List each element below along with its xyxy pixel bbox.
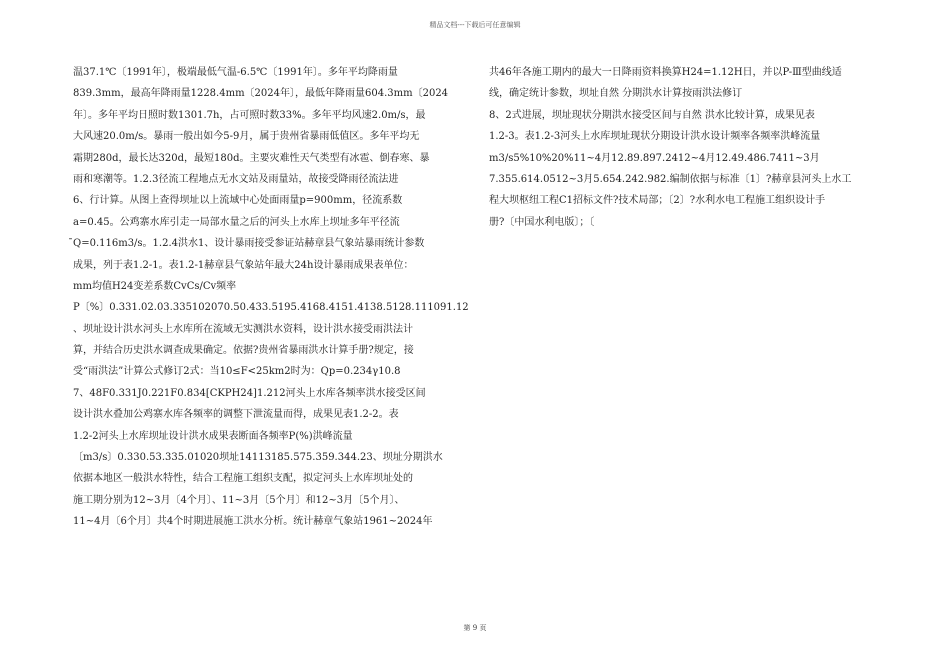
text-line: 7.355.614.0512~3月5.654.242.982.编制依据与标准〔1〕?赫章县河头上水工 — [489, 173, 852, 185]
text-line: a=0.45。公鸡寨水库引走一局部水量之后的河头上水库上坝址多年平径流 — [73, 216, 400, 228]
text-line: 线，确定统计参数，坝址自然 分期洪水计算按雨洪法修订 — [489, 88, 743, 100]
left-column — [73, 62, 473, 533]
text-line: 设计洪水叠加公鸡寨水库各频率的调整下泄流量而得，成果见表1.2-2。表 — [73, 409, 399, 421]
text-line: 年〕。多年平均日照时数1301.7h，占可照时数33%。多年平均风速2.0m/s，最 — [73, 109, 426, 121]
text-line: m3/s5%10%20%11~4月12.89.897.2412~4月12.49.486.7411~3月 — [489, 152, 820, 164]
text-line: 8、2式进展，坝址现状分期洪水接受区间与自然 洪水比较计算，成果见表 — [489, 109, 815, 121]
text-line: 、坝址设计洪水河头上水库所在流域无实测洪水资料，设计洪水接受雨洪法计 — [73, 323, 413, 335]
text-line: 雨和寒潮等。1.2.3径流工程地点无水文站及雨量站，故接受降雨径流法进 — [73, 173, 399, 185]
text-line: 程大坝枢纽工程C1招标文件?技术局部；〔2〕?水利水电工程施工组织设计手 — [489, 195, 826, 207]
text-line: 〔m3/s〕0.330.53.335.01020坝址14113185.575.359.344.23、坝址分期洪水 — [73, 452, 443, 464]
text-line: 温37.1℃〔1991年〕，极端最低气温-6.5℃〔1991年〕。多年平均降雨量 — [73, 67, 398, 78]
text-line: 册?〔中国水利电版〕；〔 — [489, 216, 595, 228]
right-column — [489, 62, 889, 233]
text-line: 成果，列于表1.2-1。表1.2-1赫章县气象站年最大24h设计暴雨成果表单位： — [73, 259, 414, 271]
text-line: 算，并结合历史洪水调查成果确定。依据?贵州省暴雨洪水计算手册?规定，接 — [73, 345, 414, 357]
text-line: 依据本地区一般洪水特性，结合工程施工组织支配，拟定河头上水库坝址处的 — [73, 473, 413, 485]
text-line: 7、48F0.331J0.221F0.834[CKPH24]1.212河头上水库各频率洪水接受区间 — [73, 387, 426, 399]
page-number: 第 9 页 — [463, 624, 487, 632]
text-line: 共46年各施工期内的最大一日降雨资料换算H24=1.12H日，并以P-Ⅲ型曲线适 — [489, 67, 842, 78]
text-line: 839.3mm，最高年降雨量1228.4mm〔2024年〕，最低年降雨量604.3mm〔2024 — [73, 88, 449, 100]
text-line: 1.2-2河头上水库坝址设计洪水成果表断面各频率P(%)洪峰流量 — [73, 430, 353, 442]
text-line: 受“雨洪法”计算公式修订2式：当10≤F<25km2时为：Qp=0.234γ10.8 — [73, 366, 401, 378]
text-line: 1.2-3。表1.2-3河头上水库坝址现状分期设计洪水设计频率各频率洪峰流量 — [489, 131, 821, 143]
text-line: 施工期分别为12~3月〔4个月〕、11~3月〔5个月〕和12~3月〔5个月〕、 — [73, 494, 405, 506]
text-line: ̄Q=0.116m3/s。1.2.4洪水1、设计暴雨接受参证站赫章县气象站暴雨统计参数 — [73, 238, 425, 250]
text-line: P〔%〕0.331.02.03.335102070.50.433.5195.4168.4151.4138.5128.111091.12 — [73, 302, 469, 314]
text-line: 6、行计算。从图上查得坝址以上流域中心处面雨量p=900mm，径流系数 — [73, 195, 403, 207]
page-header: 精品文档---下载后可任意编辑 — [429, 21, 521, 29]
text-line: mm均值H24变差系数CvCs/Cv频率 — [73, 280, 237, 292]
text-line: 大风速20.0m/s。暴雨一般出如今5-9月，属于贵州省暴雨低值区。多年平均无 — [73, 131, 420, 143]
text-line: 11~4月〔6个月〕共4个时期进展施工洪水分析。统计赫章气象站1961~2024年 — [73, 516, 433, 528]
text-line: 霜期280d，最长达320d，最短180d。主要灾难性天气类型有冰雹、倒春寒、暴 — [73, 152, 430, 164]
